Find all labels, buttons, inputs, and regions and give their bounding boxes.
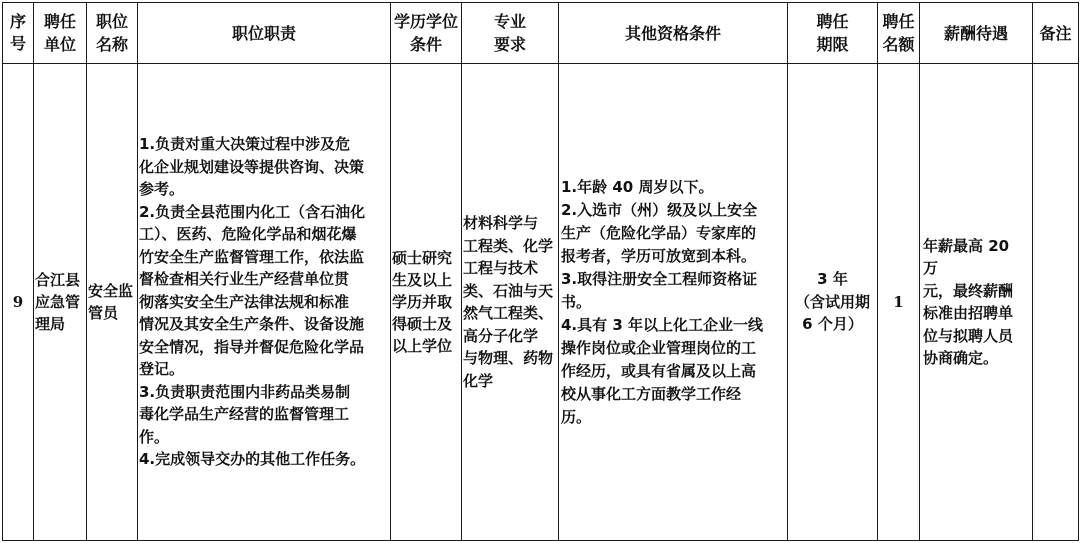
cell-term: 3 年 （含试用期 6 个月） (788, 64, 878, 541)
cell-position: 安全监 管员 (87, 64, 138, 541)
cell-remarks (1033, 64, 1079, 541)
header-quota: 聘任 名额 (878, 3, 920, 64)
header-term: 聘任 期限 (788, 3, 878, 64)
cell-education: 硕士研究 生及以上 学历并取 得硕士及 以上学位 (391, 64, 462, 541)
header-seq: 序 号 (3, 3, 34, 64)
recruitment-table (2, 2, 1079, 541)
header-education: 学历学位 条件 (391, 3, 462, 64)
header-remarks: 备注 (1033, 3, 1079, 64)
header-qualifications: 其他资格条件 (559, 3, 788, 64)
cell-quota: 1 (878, 64, 920, 541)
header-major: 专业 要求 (462, 3, 559, 64)
header-duties: 职位职责 (138, 3, 391, 64)
cell-duties: 1.负责对重大决策过程中涉及危 化企业规划建设等提供咨询、决策 参考。 2.负责全县范围内化工（含石油化 工）、医药、危险化学品和烟花爆 竹安全生产监督管理工作，依法监 督检查相关行业生产经营单位贯 彻落实安全生产法律法规和标准 情况及其安全生产条件、设备设施 安全情况，指导并督促危险化学品 登记。 3.负责职责范围内非药品类易制 毒化学品生产经营的监督管理工 作。 4.完成领导交办的其他工作任务。 (138, 64, 391, 541)
table-header-row (3, 3, 1079, 64)
header-position: 职位 名称 (87, 3, 138, 64)
cell-major: 材料科学与 工程类、化学 工程与技术 类、石油与天 然气工程类、 高分子化学 与物理、药物 化学 (462, 64, 559, 541)
cell-salary: 年薪最高 20 万 元，最终薪酬 标准由招聘单 位与拟聘人员 协商确定。 (920, 64, 1033, 541)
cell-qualifications: 1.年龄 40 周岁以下。 2.入选市（州）级及以上安全 生产（危险化学品）专家库的 报考者，学历可放宽到本科。 3.取得注册安全工程师资格证 书。 4.具有 3 年以上化工企业一线 操作岗位或企业管理岗位的工 作经历，或具有省属及以上高 校从事化工方面教学工作经 历。 (559, 64, 788, 541)
cell-unit: 合江县 应急管 理局 (34, 64, 87, 541)
header-unit: 聘任 单位 (34, 3, 87, 64)
table-row (3, 64, 1079, 541)
header-salary: 薪酬待遇 (920, 3, 1033, 64)
cell-seq: 9 (3, 64, 34, 541)
